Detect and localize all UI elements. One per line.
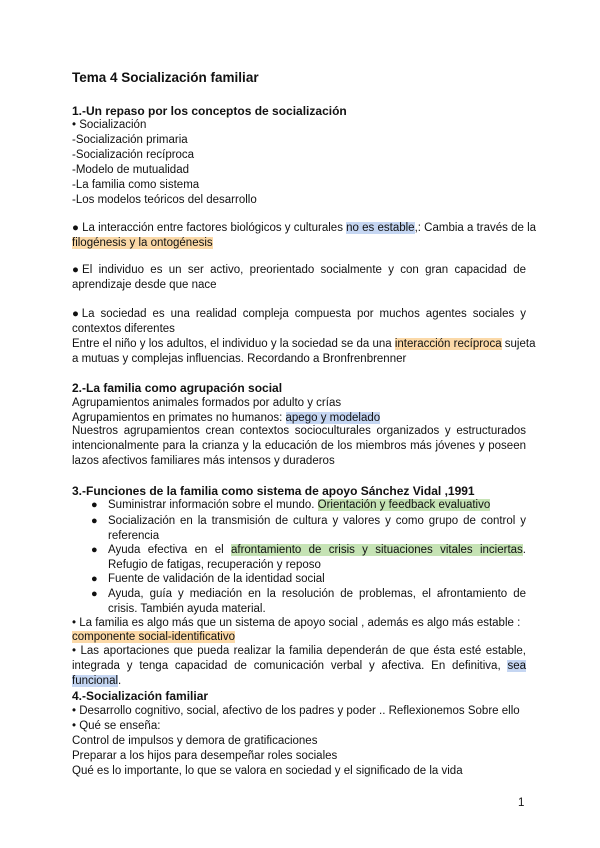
paragraph-more-than-support: • La familia es algo más que un sistema de apoyo social , además es algo más estable : bbox=[72, 617, 521, 629]
highlight-orange: filogénesis y la ontogénesis bbox=[72, 237, 213, 249]
highlight-orange: componente social-identificativo bbox=[72, 631, 236, 643]
line-impulse-control: Control de impulsos y demora de gratificaciones bbox=[72, 735, 318, 747]
text-span: . bbox=[118, 675, 122, 687]
text-span: Ayuda efectiva en el bbox=[108, 544, 231, 556]
text-span: ,: Cambia a través de la bbox=[414, 222, 537, 234]
text-span: Suministrar información sobre el mundo. bbox=[108, 499, 318, 511]
highlight-orange: interacción recíproca bbox=[394, 338, 502, 350]
section-1-heading: 1.-Un repaso por los conceptos de socialización bbox=[72, 104, 347, 118]
list-item: • Socialización bbox=[72, 119, 147, 131]
bullet-item: Socialización en la transmisión de cultura y valores y como grupo de control y referencia bbox=[108, 515, 526, 542]
highlight-blue: no es estable bbox=[346, 222, 415, 234]
line-what-is-taught: • Qué se enseña: bbox=[72, 720, 161, 732]
bullet-icon: ● bbox=[91, 588, 98, 600]
bullet-icon: ● bbox=[91, 515, 98, 527]
text-span: Entre el niño y los adultos, el individuo y la sociedad se da una bbox=[72, 338, 395, 350]
text-span: sujeta bbox=[501, 338, 536, 350]
list-item: -La familia como sistema bbox=[72, 179, 200, 191]
line-social-roles: Preparar a los hijos para desempeñar roles sociales bbox=[72, 750, 338, 762]
bullet-item: Ayuda, guía y mediación en la resolución de problemas, el afrontamiento de crisis. También ayuda material. bbox=[108, 588, 526, 615]
paragraph-contributions bbox=[72, 644, 526, 689]
highlight-blue: sea funcional bbox=[72, 660, 526, 687]
text-span: ● La interacción entre factores biológicos y culturales bbox=[72, 222, 347, 234]
list-item: -Socialización recíproca bbox=[72, 149, 195, 161]
list-item: -Los modelos teóricos del desarrollo bbox=[72, 194, 257, 206]
line-primates bbox=[72, 411, 380, 425]
paragraph-interaction bbox=[72, 221, 536, 235]
highlight-green: Orientación y feedback evaluativo bbox=[317, 499, 491, 511]
paragraph-more-than-support-cont bbox=[72, 630, 235, 644]
paragraph-reciprocal-cont: a mutuas y complejas influencias. Recordando a Bronfrenbrenner bbox=[72, 353, 407, 365]
line-animals: Agrupamientos animales formados por adulto y crías bbox=[72, 397, 342, 409]
bullet-item bbox=[108, 498, 526, 513]
section-2-heading: 2.-La familia como agrupación social bbox=[72, 381, 283, 395]
list-item: -Modelo de mutualidad bbox=[72, 164, 189, 176]
page-number: 1 bbox=[518, 797, 525, 809]
highlight-blue: apego y modelado bbox=[285, 412, 381, 424]
text-span: . Refugio de fatigas, recuperación y reposo bbox=[108, 544, 526, 571]
line-development: • Desarrollo cognitivo, social, afectivo de los padres y poder .. Reflexionemos Sobre ello bbox=[72, 705, 520, 717]
text-span: • Las aportaciones que pueda realizar la familia dependerán de que ésta esté estable, integrada y tenga capacidad de comunicación verbal y afectiva. En definitiva, bbox=[72, 645, 526, 672]
paragraph-interaction-cont bbox=[72, 236, 213, 250]
section-4-heading: 4.-Socialización familiar bbox=[72, 689, 209, 703]
bullet-icon: ● bbox=[91, 544, 98, 556]
document-title: Tema 4 Socialización familiar bbox=[72, 70, 259, 85]
paragraph-groupings: Nuestros agrupamientos crean contextos socioculturales organizados y estructurados intencionalmente para la crianza y la educación de los miembros más jóvenes y poseen lazos afectivos familiares más intensos y duraderos bbox=[72, 425, 526, 467]
line-values: Qué es lo importante, lo que se valora en sociedad y el significado de la vida bbox=[72, 765, 463, 777]
bullet-icon: ● bbox=[91, 499, 98, 511]
bullet-item bbox=[108, 543, 526, 573]
text-span: Agrupamientos en primates no humanos: bbox=[72, 412, 286, 424]
paragraph-reciprocal bbox=[72, 337, 535, 351]
paragraph-individual: ●El individuo es un ser activo, preorientado socialmente y con gran capacidad de aprendizaje desde que nace bbox=[72, 264, 526, 291]
highlight-green: afrontamiento de crisis y situaciones vitales inciertas bbox=[230, 544, 523, 556]
section-3-heading: 3.-Funciones de la familia como sistema de apoyo Sánchez Vidal ,1991 bbox=[72, 484, 475, 498]
bullet-icon: ● bbox=[91, 573, 98, 585]
bullet-item: Fuente de validación de la identidad social bbox=[108, 573, 325, 585]
paragraph-society: ●La sociedad es una realidad compleja compuesta por muchos agentes sociales y contextos diferentes bbox=[72, 308, 526, 335]
list-item: -Socialización primaria bbox=[72, 134, 188, 146]
